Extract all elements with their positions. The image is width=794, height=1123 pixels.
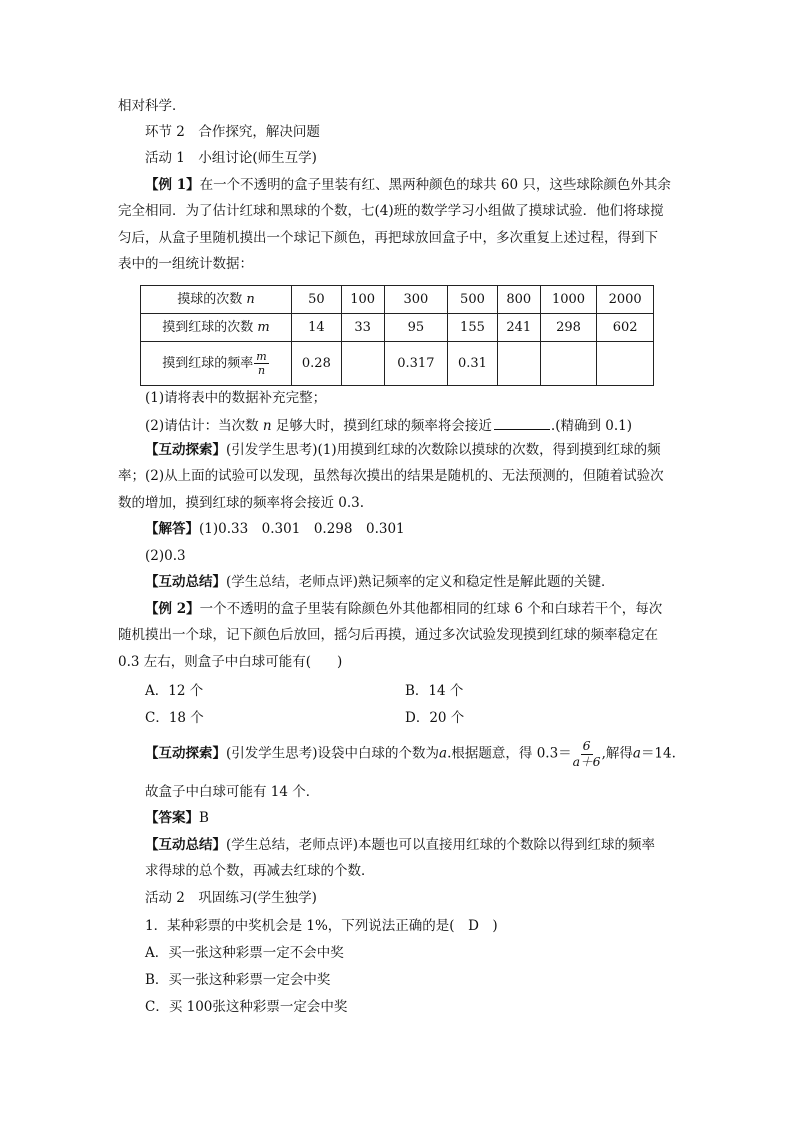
table-cell: 800 [497,286,540,314]
example-2-tag: 【例 2】 [145,601,200,617]
example-1-line [145,179,671,193]
text-line: 率；(2)从上面的试验可以发现，虽然每次摸出的结果是随机的、无法预测的，但随着试验次 [118,468,664,484]
answer-line: 【答案】B [145,810,209,826]
tansuo-2-line: 【互动探索】(引发学生思考)设袋中白球的个数为a.根据题意，得 0.3＝ $\frac{6}{a+6}$ ,解得a＝14. [145,738,676,769]
fraction-6-over-a-plus-6: $\frac{6}{a+6}$ [572,738,601,769]
problem-1-option-b: B．买一张这种彩票一定会中奖 [145,972,331,988]
table-row [141,342,654,386]
table-cell [341,342,384,386]
table-cell: 1000 [540,286,597,314]
problem-1: 1．某种彩票的中奖机会是 1%，下列说法正确的是( D ) [145,918,498,934]
example-2-line: 【例 2】一个不透明的盒子里装有除颜色外其他都相同的红球 6 个和白球若干个，每次 [145,601,663,617]
summary-1-line: 【互动总结】(学生总结，老师点评)熟记频率的定义和稳定性是解此题的关键． [145,574,615,590]
table-cell: 155 [448,314,498,342]
answer-blank [494,417,550,430]
summary-2-line: 【互动总结】(学生总结，老师点评)本题也可以直接用红球的个数除以得到红球的频率 [145,837,656,853]
text-line: 相对科学． [118,98,186,114]
option-c: C．18 个 [145,710,204,726]
table-cell: 2000 [597,286,654,314]
table-cell: 300 [384,286,447,314]
text-line: 故盒子中白球可能有 14 个． [145,784,320,800]
table-cell: 0.28 [292,342,342,386]
table-header-cell: 摸到红球的频率 $\frac{m}{n}$ [141,342,292,386]
table-header-cell: 摸球的次数 n [141,286,292,314]
problem-1-option-c: C．买 100张这种彩票一定会中奖 [145,999,348,1015]
example-1-tag: 【例 1】 [145,177,200,193]
table-cell: 602 [597,314,654,342]
zongjie-tag: 【互动总结】 [145,574,226,590]
table-cell: 14 [292,314,342,342]
text-line: 数的增加，摸到红球的频率将会接近 0.3. [118,495,365,511]
problem-1-option-a: A．买一张这种彩票一定不会中奖 [145,945,344,961]
table-cell: 500 [448,286,498,314]
table-cell [540,342,597,386]
table-cell: 0.31 [448,342,498,386]
text-line: 匀后，从盒子里随机摸出一个球记下颜色，再把球放回盒子中，多次重复上述过程，得到下 [118,230,658,246]
table-cell: 50 [292,286,342,314]
table-cell: 100 [341,286,384,314]
activity-heading: 活动 2 巩固练习(学生独学) [145,890,317,906]
activity-heading: 活动 1 小组讨论(师生互学) [145,150,317,166]
text-line: 随机摸出一个球，记下颜色后放回，摇匀后再摸，通过多次试验发现摸到红球的频率稳定在 [118,627,658,643]
question-1: (1)请将表中的数据补充完整； [145,390,327,406]
answer-line: 【解答】(1)0.33 0.301 0.298 0.301 [145,521,405,537]
option-a: A．12 个 [145,683,204,699]
fraction-m-over-n: $\frac{m}{n}$ [256,350,267,377]
table-cell: 241 [497,314,540,342]
table-cell: 0.317 [384,342,447,386]
text-line: 表中的一组统计数据： [118,256,253,272]
daan-tag: 【答案】 [145,810,199,826]
table-cell: 33 [341,314,384,342]
table-header-cell: 摸到红球的次数 m [141,314,292,342]
section-heading: 环节 2 合作探究，解决问题 [145,124,320,140]
statistics-table [140,285,654,386]
text-line: 0.3 左右，则盒子中白球可能有( ) [118,654,343,670]
jieda-tag: 【解答】 [145,521,199,537]
table-cell: 298 [540,314,597,342]
option-d: D．20 个 [405,710,465,726]
tansuo-1-line: 【互动探索】(引发学生思考)(1)用摸到红球的次数除以摸球的次数，得到摸到红球的频 [145,442,661,458]
table-cell [597,342,654,386]
option-b: B．14 个 [405,683,464,699]
text-line: 完全相同．为了估计红球和黑球的个数，七(4)班的数学学习小组做了摸球试验．他们将球搅 [118,203,664,219]
example-1-text: 在一个不透明的盒子里装有红、黑两种颜色的球共 60 只，这些球除颜色外其余 [199,177,671,193]
question-2: (2)请估计：当次数 n 足够大时，摸到红球的频率将会接近 .(精确到 0.1) [145,418,633,434]
answer-line-2: (2)0.3 [145,548,186,564]
tansuo-tag: 【互动探索】 [145,442,226,458]
text-line: 求得球的总个数，再减去红球的个数． [145,863,375,879]
table-row [141,314,654,342]
table-cell: 95 [384,314,447,342]
table-row [141,286,654,314]
table-cell [497,342,540,386]
